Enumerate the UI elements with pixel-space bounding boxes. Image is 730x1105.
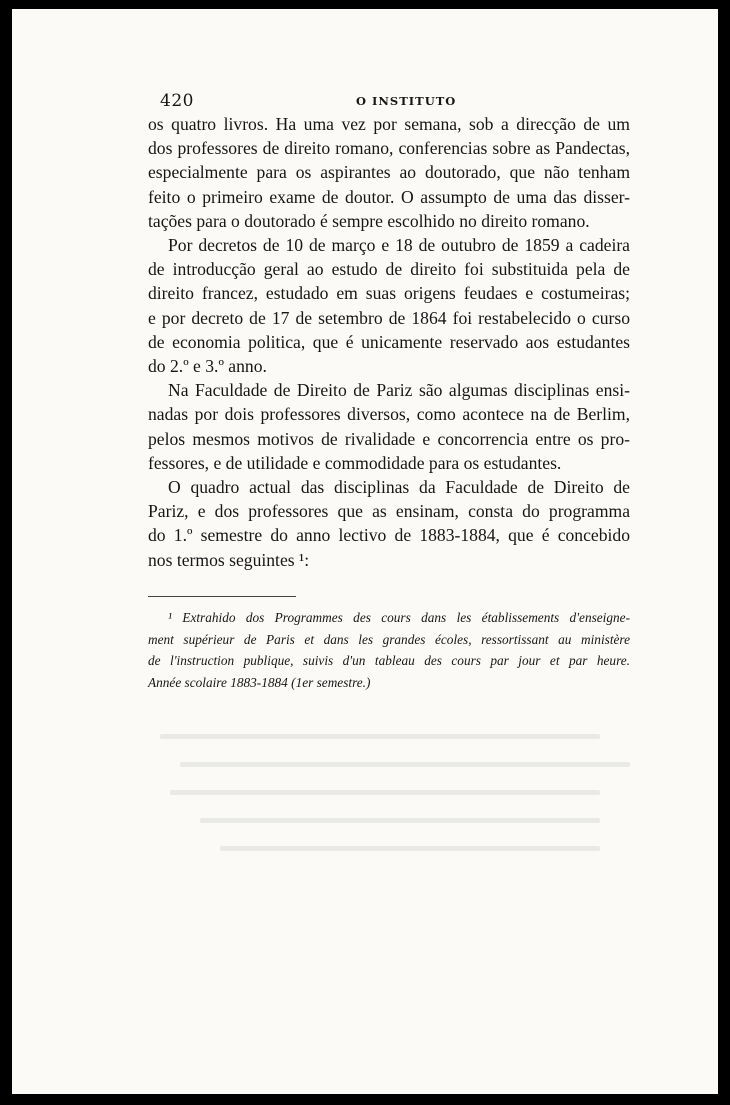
footnote: [148, 607, 630, 693]
footnote-line: de l'instruction publique, suivis d'un tableau des cours par jour et par heure.: [148, 653, 630, 669]
show-through-texture: [160, 758, 630, 770]
text-line: e por decreto de 17 de setembro de 1864 foi restabelecido o curso: [148, 307, 630, 328]
text-line: do 1.º semestre do anno lectivo de 1883-1884, que é concebido: [148, 525, 630, 546]
text-line: Por decretos de 10 de março e 18 de outubro de 1859 a cadeira: [168, 235, 630, 256]
show-through-texture: [160, 786, 630, 798]
show-through-texture: [160, 842, 630, 854]
text-line: especialmente para os aspirantes ao doutorado, que não tenham: [148, 162, 630, 183]
text-line: Na Faculdade de Direito de Pariz são algumas disciplinas ensi-: [168, 380, 630, 401]
text-line: feito o primeiro exame de doutor. O assumpto de uma das disser-: [148, 186, 630, 207]
text-line: tações para o doutorado é sempre escolhido no direito romano.: [148, 210, 590, 231]
body-text: [148, 112, 630, 572]
footnote-line: ment supérieur de Paris et dans les grandes écoles, ressortissant au ministère: [148, 631, 630, 647]
footnote-divider: [148, 596, 296, 597]
text-line: do 2.º e 3.º anno.: [148, 356, 267, 377]
show-through-texture: [160, 730, 630, 742]
text-line: Pariz, e dos professores que as ensinam, consta do programma: [148, 501, 630, 522]
page-number: 420: [160, 91, 194, 111]
text-line: dos professores de direito romano, conferencias sobre as Pandectas,: [148, 138, 630, 159]
text-line: de economia politica, que é unicamente reservado aos estudantes: [148, 331, 630, 352]
text-line: os quatro livros. Ha uma vez por semana, sob a direcção de um: [148, 114, 630, 134]
text-line: fessores, e de utilidade e commodidade para os estudantes.: [148, 452, 562, 473]
text-line: direito francez, estudado em suas origens feudaes e costumeiras;: [148, 283, 630, 304]
text-line: O quadro actual das disciplinas da Faculdade de Direito de: [168, 477, 630, 498]
text-line: pelos mesmos motivos de rivalidade e concorrencia entre os pro-: [148, 428, 630, 449]
footnote-line: Année scolaire 1883-1884 (1er semestre.): [148, 674, 371, 690]
text-line: nadas por dois professores diversos, como acontece na de Berlim,: [148, 404, 630, 425]
footnote-line: ¹ Extrahido dos Programmes des cours dans les établissements d'enseigne-: [168, 610, 630, 625]
text-line: de introducção geral ao estudo de direito foi substituida pela de: [148, 259, 630, 280]
text-line: nos termos seguintes ¹:: [148, 549, 310, 570]
show-through-texture: [160, 814, 630, 826]
running-title: O INSTITUTO: [356, 94, 457, 108]
